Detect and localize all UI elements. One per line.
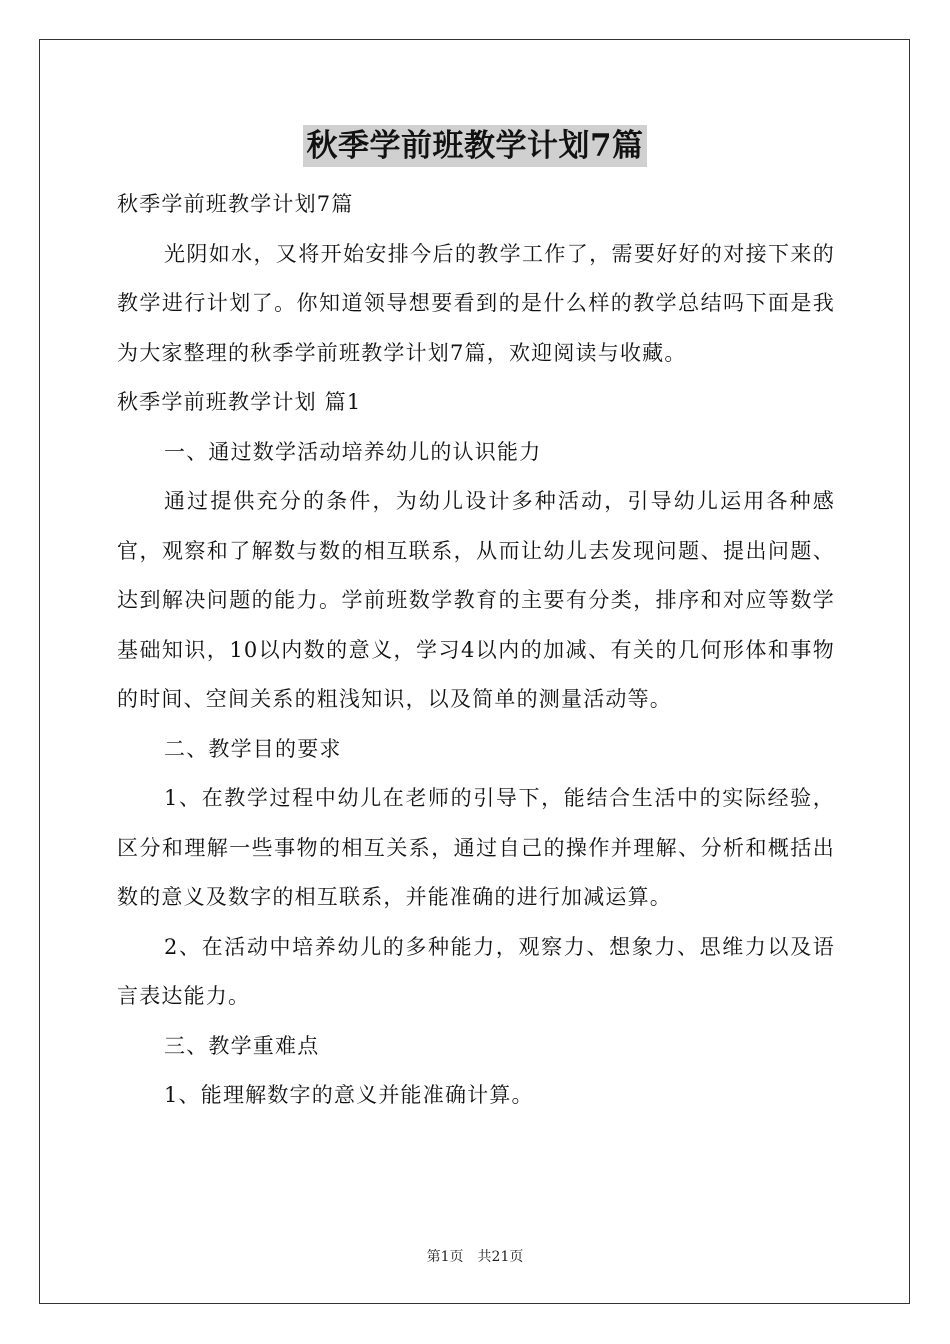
paragraph: 通过提供充分的条件，为幼儿设计多种活动，引导幼儿运用各种感官，观察和了解数与数的相互联系，从而让幼儿去发现问题、提出问题、达到解决问题的能力。学前班数学教育的主要有分类，排序和对应等数学基础知识，10以内数的意义，学习4以内的加减、有关的几何形体和事物的时间、空间关系的粗浅知识，以及简单的测量活动等。 xyxy=(117,489,835,711)
document-body xyxy=(117,180,835,1121)
paragraph: 1、能理解数字的意义并能准确计算。 xyxy=(164,1083,534,1107)
paragraph: 二、教学目的要求 xyxy=(164,736,342,761)
paragraph: 2、在活动中培养幼儿的多种能力，观察力、想象力、思维力以及语言表达能力。 xyxy=(117,934,835,1008)
page-total: 共21页 xyxy=(477,1249,524,1265)
page-number: 第1页 xyxy=(426,1249,464,1265)
paragraph: 秋季学前班教学计划7篇 xyxy=(117,192,354,216)
paragraph: 光阴如水，又将开始安排今后的教学工作了，需要好好的对接下来的教学进行计划了。你知道领导想要看到的是什么样的教学总结吗下面是我为大家整理的秋季学前班教学计划7篇，欢迎阅读与收藏。 xyxy=(117,241,835,365)
document-title: 秋季学前班教学计划7篇 xyxy=(303,125,646,167)
paragraph: 三、教学重难点 xyxy=(164,1033,320,1058)
section-heading: 秋季学前班教学计划 篇1 xyxy=(117,390,362,414)
title-area xyxy=(0,125,950,167)
paragraph: 一、通过数学活动培养幼儿的认识能力 xyxy=(164,439,542,464)
paragraph: 1、在教学过程中幼儿在老师的引导下，能结合生活中的实际经验，区分和理解一些事物的相互关系，通过自己的操作并理解、分析和概括出数的意义及数字的相互联系，并能准确的进行加减运算。 xyxy=(117,786,835,909)
page-footer xyxy=(0,1246,950,1266)
